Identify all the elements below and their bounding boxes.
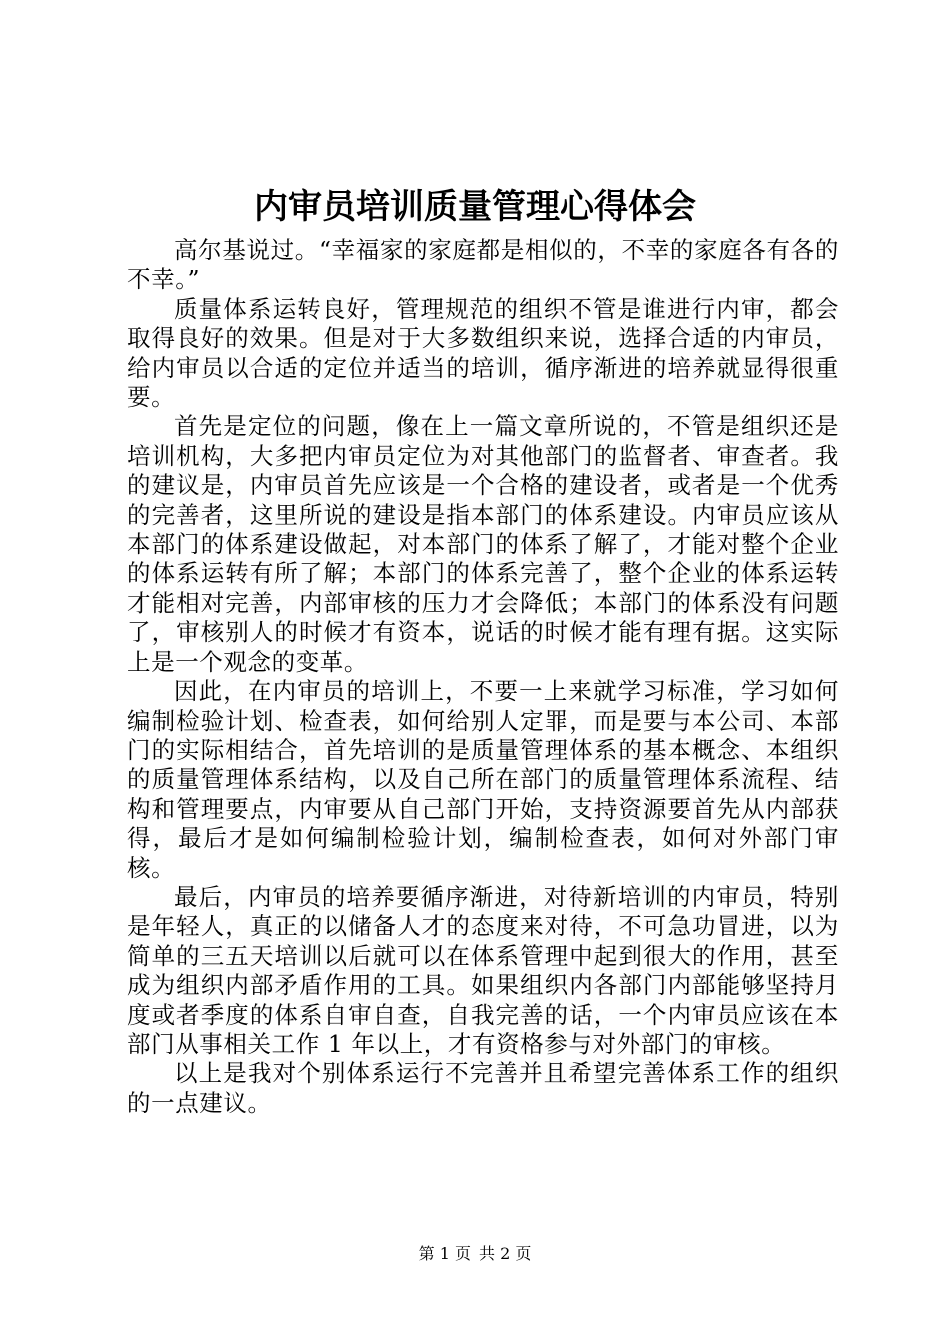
page-total: 共 2 页: [479, 1244, 532, 1263]
paragraph-3: 首先是定位的问题，像在上一篇文章所说的，不管是组织还是培训机构，大多把内审员定位为对其他部门的监督者、审查者。我的建议是，内审员首先应该是一个合格的建设者，或者是一个优秀的完善者，这里所说的建设是指本部门的体系建设。内审员应该从本部门的体系建设做起，对本部门的体系了解了，才能对整个企业的体系运转有所了解；本部门的体系完善了，整个企业的体系运转才能相对完善，内部审核的压力才会降低；本部门的体系没有问题了，审核别人的时候才有资本，说话的时候才能有理有据。这实际上是一个观念的变革。: [127, 412, 839, 676]
paragraph-6: 以上是我对个别体系运行不完善并且希望完善体系工作的组织的一点建议。: [127, 1059, 839, 1117]
paragraph-1: 高尔基说过。“幸福家的家庭都是相似的，不幸的家庭各有各的不幸。”: [127, 236, 839, 294]
paragraph-2: 质量体系运转良好，管理规范的组织不管是谁进行内审，都会取得良好的效果。但是对于大多数组织来说，选择合适的内审员，给内审员以合适的定位并适当的培训，循序渐进的培养就显得很重要。: [127, 294, 839, 412]
page-footer: [0, 1243, 950, 1265]
paragraph-5: 最后，内审员的培养要循序渐进，对待新培训的内审员，特别是年轻人，真正的以储备人才的态度来对待，不可急功冒进，以为简单的三五天培训以后就可以在体系管理中起到很大的作用，甚至成为组织内部矛盾作用的工具。如果组织内各部门内部能够坚持月度或者季度的体系自审自查，自我完善的话，一个内审员应该在本部门从事相关工作 1 年以上，才有资格参与对外部门的审核。: [127, 882, 839, 1058]
paragraph-4: 因此，在内审员的培训上，不要一上来就学习标准，学习如何编制检验计划、检查表，如何给别人定罪，而是要与本公司、本部门的实际相结合，首先培训的是质量管理体系的基本概念、本组织的质量管理体系结构，以及自己所在部门的质量管理体系流程、结构和管理要点，内审要从自己部门开始，支持资源要首先从内部获得，最后才是如何编制检验计划，编制检查表，如何对外部门审核。: [127, 677, 839, 882]
document-title: 内审员培训质量管理心得体会: [254, 187, 696, 227]
page-number: 第 1 页: [418, 1244, 471, 1263]
document-body: [127, 236, 839, 1118]
